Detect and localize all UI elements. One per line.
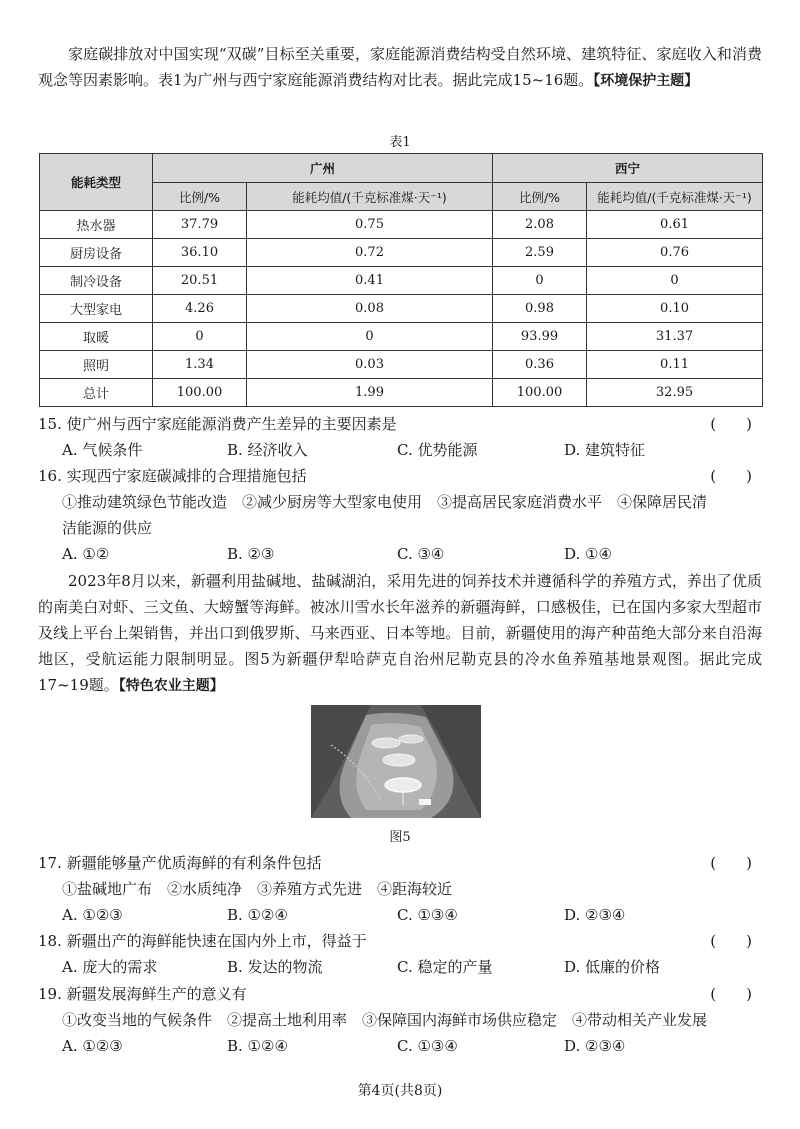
cell-b-ratio: 0 <box>493 267 587 295</box>
header-ratio-a: 比例/% <box>153 183 247 211</box>
header-avg-a: 能耗均值/(千克标准煤·天⁻¹) <box>247 183 493 211</box>
answer-paren-16[interactable]: ( ) <box>710 467 752 485</box>
fish-farm-illustration <box>311 705 481 818</box>
header-energy-type: 能耗类型 <box>40 154 153 211</box>
question-18 <box>38 929 762 953</box>
question-15-stem: 15. 使广州与西宁家庭能源消费产生差异的主要因素是 <box>38 415 397 433</box>
question-17 <box>38 851 762 875</box>
option-b[interactable]: B. 发达的物流 <box>227 958 323 976</box>
cell-b-avg: 0.11 <box>587 351 763 379</box>
theme-label-agri: 【特色农业主题】 <box>118 678 224 694</box>
question-17-items: ①盐碱地广布 ②水质纯净 ③养殖方式先进 ④距海较近 <box>62 880 453 898</box>
option-a[interactable]: A. ①② <box>62 545 110 563</box>
cell-a-ratio: 36.10 <box>153 239 247 267</box>
fish-farm-photo <box>311 705 481 818</box>
intro-paragraph-1 <box>38 41 762 94</box>
intro-paragraph-2 <box>38 568 762 699</box>
cell-type: 热水器 <box>40 211 153 239</box>
option-a[interactable]: A. ①②③ <box>62 906 123 924</box>
cell-b-ratio: 2.08 <box>493 211 587 239</box>
option-a[interactable]: A. 庞大的需求 <box>62 958 158 976</box>
cell-a-avg: 0.08 <box>247 295 493 323</box>
cell-type: 大型家电 <box>40 295 153 323</box>
cell-type: 照明 <box>40 351 153 379</box>
cell-b-ratio: 100.00 <box>493 379 587 407</box>
cell-b-avg: 0.76 <box>587 239 763 267</box>
cell-b-ratio: 2.59 <box>493 239 587 267</box>
cell-a-avg: 0 <box>247 323 493 351</box>
option-a[interactable]: A. 气候条件 <box>62 441 143 459</box>
question-16-items-line-2: 洁能源的供应 <box>62 519 153 537</box>
cell-a-avg: 0.41 <box>247 267 493 295</box>
figure-caption: 图5 <box>389 830 411 845</box>
cell-a-ratio: 100.00 <box>153 379 247 407</box>
cell-b-avg: 32.95 <box>587 379 763 407</box>
cell-a-avg: 0.03 <box>247 351 493 379</box>
table-row <box>40 323 763 351</box>
cell-b-ratio: 0.98 <box>493 295 587 323</box>
theme-label-env: 【环境保护主题】 <box>593 73 699 89</box>
table-row <box>40 267 763 295</box>
option-d[interactable]: D. 建筑特征 <box>564 441 646 459</box>
cell-b-avg: 0.10 <box>587 295 763 323</box>
cell-a-avg: 0.75 <box>247 211 493 239</box>
cell-b-ratio: 0.36 <box>493 351 587 379</box>
option-d[interactable]: D. ②③④ <box>564 906 626 924</box>
question-16 <box>38 464 762 488</box>
table-row <box>40 295 763 323</box>
answer-paren-17[interactable]: ( ) <box>710 854 752 872</box>
question-16-stem: 16. 实现西宁家庭碳减排的合理措施包括 <box>38 467 307 485</box>
option-d[interactable]: D. ②③④ <box>564 1037 626 1055</box>
option-c[interactable]: C. ①③④ <box>397 906 458 924</box>
header-avg-b: 能耗均值/(千克标准煤·天⁻¹) <box>587 183 763 211</box>
option-c[interactable]: C. ③④ <box>397 545 445 563</box>
cell-type: 取暖 <box>40 323 153 351</box>
header-region-xining: 西宁 <box>493 154 763 183</box>
question-19-items: ①改变当地的气候条件 ②提高土地利用率 ③保障国内海鲜市场供应稳定 ④带动相关产业发展 <box>62 1011 708 1029</box>
table-header-row <box>40 154 763 183</box>
intro-2-text: 2023年8月以来，新疆利用盐碱地、盐碱湖泊，采用先进的饲养技术并遵循科学的养殖方式，养出了优质的南美白对虾、三文鱼、大螃蟹等海鲜。被冰川雪水长年滋养的新疆海鲜，口感极佳，已在国内多家大型超市及线上平台上架销售，并出口到俄罗斯、马来西亚、日本等地。目前，新疆使用的海产种苗绝大部分来自沿海地区，受航运能力限制明显。图5为新疆伊犁哈萨克自治州尼勒克县的冷水鱼养殖基地景观图。据此完成17~19题。 <box>38 572 762 694</box>
cell-a-ratio: 4.26 <box>153 295 247 323</box>
cell-a-ratio: 37.79 <box>153 211 247 239</box>
option-d[interactable]: D. ①④ <box>564 545 612 563</box>
cell-type: 总计 <box>40 379 153 407</box>
energy-table <box>39 153 763 407</box>
cell-a-avg: 1.99 <box>247 379 493 407</box>
question-17-stem: 17. 新疆能够量产优质海鲜的有利条件包括 <box>38 854 322 872</box>
answer-paren-18[interactable]: ( ) <box>710 932 752 950</box>
cell-b-ratio: 93.99 <box>493 323 587 351</box>
cell-a-avg: 0.72 <box>247 239 493 267</box>
cell-a-ratio: 1.34 <box>153 351 247 379</box>
question-19 <box>38 982 762 1006</box>
cell-b-avg: 0 <box>587 267 763 295</box>
cell-a-ratio: 0 <box>153 323 247 351</box>
option-a[interactable]: A. ①②③ <box>62 1037 123 1055</box>
table-row <box>40 211 763 239</box>
option-b[interactable]: B. ①②④ <box>227 906 288 924</box>
option-c[interactable]: C. 稳定的产量 <box>397 958 493 976</box>
cell-b-avg: 31.37 <box>587 323 763 351</box>
page-footer: 第4页(共8页) <box>357 1083 443 1099</box>
answer-paren-19[interactable]: ( ) <box>710 985 752 1003</box>
header-ratio-b: 比例/% <box>493 183 587 211</box>
option-c[interactable]: C. ①③④ <box>397 1037 458 1055</box>
table-row-total <box>40 379 763 407</box>
option-b[interactable]: B. ②③ <box>227 545 275 563</box>
header-region-guangzhou: 广州 <box>153 154 493 183</box>
cell-type: 厨房设备 <box>40 239 153 267</box>
question-15 <box>38 412 762 436</box>
answer-paren-15[interactable]: ( ) <box>710 415 752 433</box>
option-d[interactable]: D. 低廉的价格 <box>564 958 661 976</box>
table-row <box>40 239 763 267</box>
intro-1-text: 家庭碳排放对中国实现“双碳”目标至关重要，家庭能源消费结构受自然环境、建筑特征、家庭收入和消费观念等因素影响。表1为广州与西宁家庭能源消费结构对比表。据此完成15~16题。 <box>38 45 762 89</box>
cell-a-ratio: 20.51 <box>153 267 247 295</box>
option-b[interactable]: B. ①②④ <box>227 1037 288 1055</box>
question-19-stem: 19. 新疆发展海鲜生产的意义有 <box>38 985 247 1003</box>
cell-type: 制冷设备 <box>40 267 153 295</box>
option-b[interactable]: B. 经济收入 <box>227 441 308 459</box>
table-row <box>40 351 763 379</box>
cell-b-avg: 0.61 <box>587 211 763 239</box>
question-18-stem: 18. 新疆出产的海鲜能快速在国内外上市，得益于 <box>38 932 367 950</box>
question-16-items-line-1: ①推动建筑绿色节能改造 ②减少厨房等大型家电使用 ③提高居民家庭消费水平 ④保障居民清 <box>62 493 708 511</box>
table-caption: 表1 <box>389 135 411 150</box>
option-c[interactable]: C. 优势能源 <box>397 441 478 459</box>
